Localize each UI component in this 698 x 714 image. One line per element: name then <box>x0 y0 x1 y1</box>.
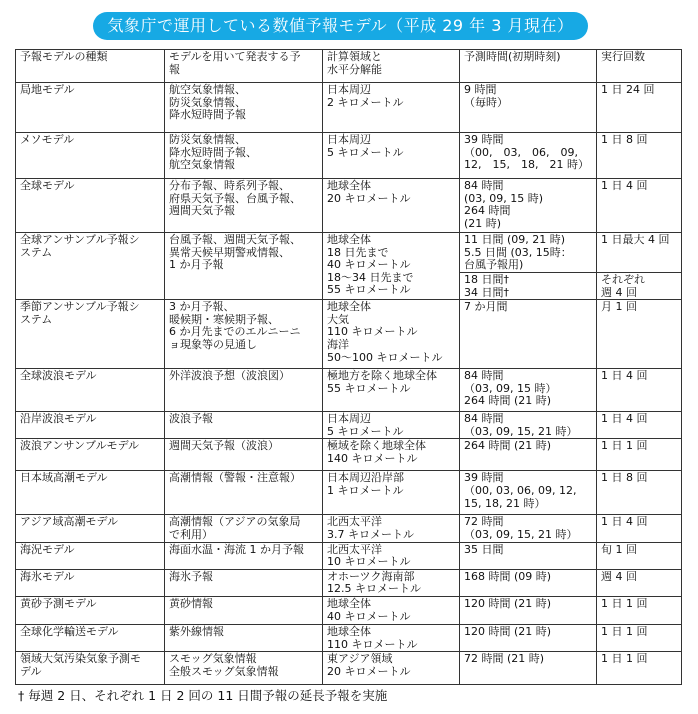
footnote: † 毎週 2 日、それぞれ 1 日 2 回の 11 日間予報の延長予報を実施 <box>18 688 388 703</box>
products-cell: 海面水温・海流 1 か月予報 <box>165 542 323 569</box>
model-name-cell: 全球化学輸送モデル <box>16 624 165 651</box>
model-name-cell: 季節アンサンブル予報シ ステム <box>16 300 165 369</box>
table-row <box>16 179 682 233</box>
model-name-cell: 全球モデル <box>16 179 165 233</box>
domain-resolution-cell: 日本周辺 5 キロメートル <box>323 133 460 179</box>
forecast-time-cell: 72 時間 (21 時) <box>460 652 597 685</box>
forecast-time-cell: 39 時間 （00, 03, 06, 09, 12, 15, 18, 21 時） <box>460 471 597 515</box>
table-row <box>16 369 682 412</box>
forecast-time-cell: 39 時間 （00, 03, 06, 09, 12, 15, 18, 21 時） <box>460 133 597 179</box>
domain-resolution-cell: 極地方を除く地球全体 55 キロメートル <box>323 369 460 412</box>
table-row <box>16 624 682 651</box>
domain-resolution-cell: 日本周辺 5 キロメートル <box>323 412 460 439</box>
forecast-time-cell: 18 日間† 34 日間† <box>460 273 597 300</box>
header-model-type: 予報モデルの種類 <box>16 50 165 83</box>
products-cell: 分布予報、時系列予報、 府県天気予報、台風予報、 週間天気予報 <box>165 179 323 233</box>
runs-cell: 1 日 1 回 <box>597 439 682 471</box>
runs-cell: 週 4 回 <box>597 569 682 596</box>
products-cell: 黄砂情報 <box>165 596 323 624</box>
table-row <box>16 596 682 624</box>
table-row <box>16 439 682 471</box>
products-cell: 紫外線情報 <box>165 624 323 651</box>
runs-cell: 1 日 1 回 <box>597 624 682 651</box>
domain-resolution-cell: 地球全体 18 日先まで 40 キロメートル 18～34 日先まで 55 キロメートル <box>323 233 460 300</box>
header-forecast-time: 予測時間(初期時刻) <box>460 50 597 83</box>
header-products: モデルを用いて発表する予 報 <box>165 50 323 83</box>
page-title: 気象庁で運用している数値予報モデル（平成 29 年 3 月現在） <box>93 12 588 40</box>
forecast-time-cell: 9 時間 （毎時） <box>460 83 597 133</box>
runs-cell: 1 日 24 回 <box>597 83 682 133</box>
model-name-cell: 領域大気汚染気象予測モ デル <box>16 652 165 685</box>
header-runs: 実行回数 <box>597 50 682 83</box>
runs-cell: 1 日 1 回 <box>597 652 682 685</box>
runs-cell: 1 日 8 回 <box>597 471 682 515</box>
runs-cell: 1 日最大 4 回 <box>597 233 682 273</box>
products-cell: 台風予報、週間天気予報、 異常天候早期警戒情報、 1 か月予報 <box>165 233 323 300</box>
runs-cell: 1 日 4 回 <box>597 179 682 233</box>
domain-resolution-cell: 地球全体 40 キロメートル <box>323 596 460 624</box>
domain-resolution-cell: 地球全体 110 キロメートル <box>323 624 460 651</box>
forecast-time-cell: 264 時間 (21 時) <box>460 439 597 471</box>
products-cell: 波浪予報 <box>165 412 323 439</box>
products-cell: 外洋波浪予想（波浪図） <box>165 369 323 412</box>
domain-resolution-cell: オホーツク海南部 12.5 キロメートル <box>323 569 460 596</box>
forecast-time-cell: 72 時間 （03, 09, 15, 21 時） <box>460 515 597 542</box>
products-cell: 高潮情報（アジアの気象局 で利用） <box>165 515 323 542</box>
forecast-time-cell: 84 時間 （03, 09, 15 時） 264 時間 (21 時) <box>460 369 597 412</box>
model-name-cell: メソモデル <box>16 133 165 179</box>
products-cell: 航空気象情報、 防災気象情報、 降水短時間予報 <box>165 83 323 133</box>
table-header-row <box>16 50 682 83</box>
products-cell: 海氷予報 <box>165 569 323 596</box>
header-domain-resolution: 計算領域と 水平分解能 <box>323 50 460 83</box>
table-row <box>16 133 682 179</box>
table-row <box>16 233 682 273</box>
forecast-time-cell: 35 日間 <box>460 542 597 569</box>
model-name-cell: 黄砂予測モデル <box>16 596 165 624</box>
domain-resolution-cell: 地球全体 大気 110 キロメートル 海洋 50～100 キロメートル <box>323 300 460 369</box>
model-name-cell: 局地モデル <box>16 83 165 133</box>
forecast-time-cell: 120 時間 (21 時) <box>460 624 597 651</box>
model-name-cell: 海氷モデル <box>16 569 165 596</box>
forecast-time-cell: 7 か月間 <box>460 300 597 369</box>
table-row <box>16 471 682 515</box>
domain-resolution-cell: 極域を除く地球全体 140 キロメートル <box>323 439 460 471</box>
forecast-time-cell: 120 時間 (21 時) <box>460 596 597 624</box>
domain-resolution-cell: 北西太平洋 10 キロメートル <box>323 542 460 569</box>
runs-cell: 1 日 8 回 <box>597 133 682 179</box>
table-row <box>16 515 682 542</box>
forecast-time-cell: 84 時間 (03, 09, 15 時) 264 時間 (21 時) <box>460 179 597 233</box>
forecast-time-cell: 11 日間 (09, 21 時) 5.5 日間 (03, 15時： 台風予報用) <box>460 233 597 273</box>
products-cell: スモッグ気象情報 全般スモッグ気象情報 <box>165 652 323 685</box>
forecast-time-cell: 84 時間 （03, 09, 15, 21 時） <box>460 412 597 439</box>
table-row <box>16 569 682 596</box>
runs-cell: 1 日 4 回 <box>597 369 682 412</box>
model-name-cell: 波浪アンサンブルモデル <box>16 439 165 471</box>
model-name-cell: 海況モデル <box>16 542 165 569</box>
model-name-cell: 日本域高潮モデル <box>16 471 165 515</box>
domain-resolution-cell: 日本周辺沿岸部 1 キロメートル <box>323 471 460 515</box>
table-row <box>16 652 682 685</box>
model-name-cell: 沿岸波浪モデル <box>16 412 165 439</box>
runs-cell: 1 日 4 回 <box>597 412 682 439</box>
products-cell: 高潮情報（警報・注意報） <box>165 471 323 515</box>
model-table <box>15 49 682 685</box>
runs-cell: 旬 1 回 <box>597 542 682 569</box>
domain-resolution-cell: 日本周辺 2 キロメートル <box>323 83 460 133</box>
runs-cell: 1 日 4 回 <box>597 515 682 542</box>
table-row <box>16 412 682 439</box>
domain-resolution-cell: 東アジア領域 20 キロメートル <box>323 652 460 685</box>
forecast-time-cell: 168 時間 (09 時) <box>460 569 597 596</box>
runs-cell: 月 1 回 <box>597 300 682 369</box>
model-name-cell: アジア域高潮モデル <box>16 515 165 542</box>
domain-resolution-cell: 北西太平洋 3.7 キロメートル <box>323 515 460 542</box>
products-cell: 防災気象情報、 降水短時間予報、 航空気象情報 <box>165 133 323 179</box>
products-cell: 週間天気予報（波浪） <box>165 439 323 471</box>
products-cell: 3 か月予報、 暖候期・寒候期予報、 6 か月先までのエルニーニ ョ現象等の見通し <box>165 300 323 369</box>
runs-cell: それぞれ 週 4 回 <box>597 273 682 300</box>
table-row <box>16 300 682 369</box>
model-name-cell: 全球アンサンブル予報シ ステム <box>16 233 165 300</box>
runs-cell: 1 日 1 回 <box>597 596 682 624</box>
domain-resolution-cell: 地球全体 20 キロメートル <box>323 179 460 233</box>
model-name-cell: 全球波浪モデル <box>16 369 165 412</box>
table-row <box>16 83 682 133</box>
table-row <box>16 542 682 569</box>
